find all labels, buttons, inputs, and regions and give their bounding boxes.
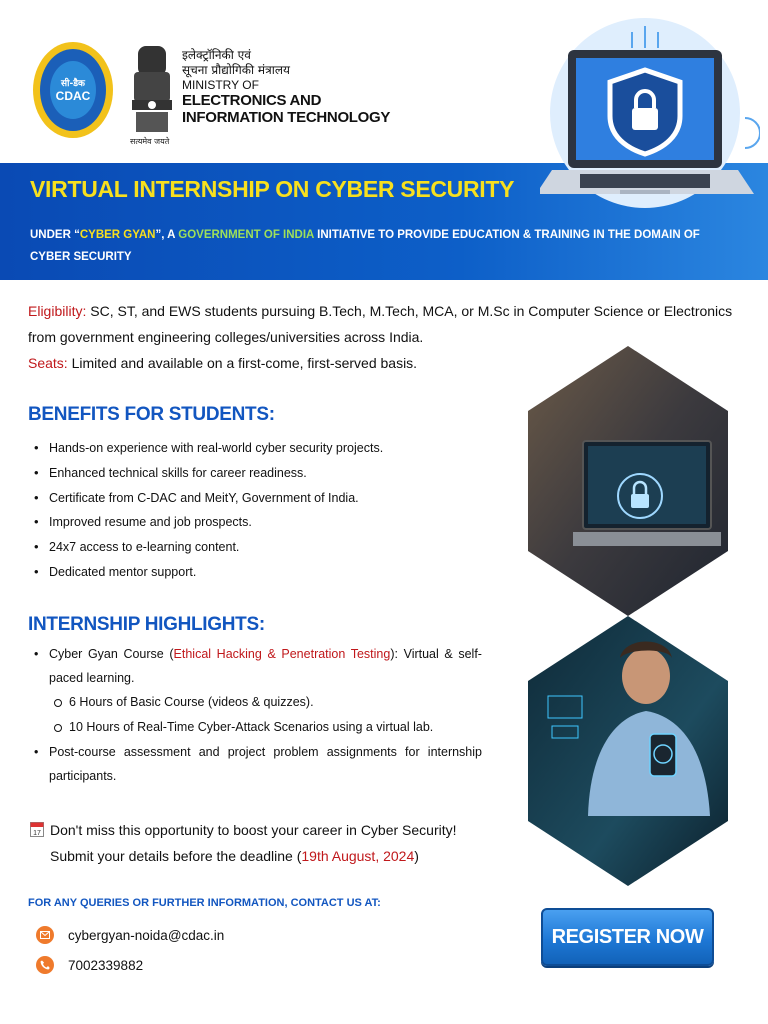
- eligibility-text: SC, ST, and EWS students pursuing B.Tech, M.Tech, MCA, or M.Sc in Computer Science or Electronics from government engineering colleges/universities across India.: [28, 303, 733, 345]
- cta-line2-prefix: Submit your details before the deadline (: [50, 848, 302, 864]
- highlights-heading: INTERNSHIP HIGHLIGHTS:: [28, 614, 265, 635]
- banner-subtitle: [30, 224, 742, 268]
- cta-line2: [30, 843, 490, 869]
- benefits-heading: BENEFITS FOR STUDENTS:: [28, 404, 275, 425]
- list-item: • Enhanced technical skills for career readiness.: [34, 461, 504, 486]
- ministry-en-line2: ELECTRONICS AND: [182, 92, 322, 109]
- svg-text:सी-डैक: सी-डैक: [61, 79, 85, 89]
- laptop-shield-illustration: [540, 18, 760, 223]
- call-to-action: [30, 817, 490, 869]
- cta-line2-suffix: ): [414, 848, 419, 864]
- list-item: • Hands-on experience with real-world cyber security projects.: [34, 436, 504, 461]
- list-item: • Post-course assessment and project problem assignments for internship participants.: [34, 740, 482, 788]
- cta-line1: Don't miss this opportunity to boost your career in Cyber Security!: [50, 822, 457, 838]
- seats-text: Limited and available on a first-come, first-served basis.: [67, 355, 418, 371]
- cdac-logo: [32, 40, 114, 140]
- sub-list-item: 10 Hours of Real-Time Cyber-Attack Scenarios using a virtual lab.: [49, 715, 482, 740]
- email-link[interactable]: cybergyan-noida@cdac.in: [68, 927, 225, 943]
- ministry-hindi-line1: इलेक्ट्रॉनिकी एवं: [182, 48, 251, 62]
- cyber-security-photo-collage: [528, 346, 728, 886]
- phone-icon: [36, 956, 54, 974]
- sub-mid: ”, A: [155, 229, 179, 241]
- phone-link[interactable]: 7002339882: [68, 957, 144, 973]
- course-name: Ethical Hacking & Penetration Testing: [173, 647, 391, 661]
- emblem-motto: सत्यमेव जयते: [130, 137, 170, 146]
- ministry-en-line1: MINISTRY OF: [182, 78, 259, 92]
- list-item: • Certificate from C-DAC and MeitY, Government of India.: [34, 486, 504, 511]
- contact-phone-row: [36, 956, 143, 974]
- eligibility-para: [28, 298, 738, 350]
- ministry-hindi-line2: सूचना प्रौद्योगिकी मंत्रालय: [182, 63, 290, 77]
- govt-india-text: GOVERNMENT OF INDIA: [178, 229, 314, 241]
- list-item: [34, 642, 482, 740]
- sub-list-item: 6 Hours of Basic Course (videos & quizzes).: [49, 690, 482, 715]
- sub-prefix: UNDER “: [30, 229, 80, 241]
- calendar-icon: [30, 821, 44, 837]
- sub-suffix: INITIATIVE TO PROVIDE EDUCATION & TRAINING IN THE DOMAIN OF CYBER SECURITY: [30, 229, 700, 263]
- contact-email-row: [36, 926, 224, 944]
- ministry-en-line3: INFORMATION TECHNOLOGY: [182, 109, 391, 126]
- register-now-button[interactable]: REGISTER NOW: [541, 908, 714, 966]
- cyber-gyan-text: CYBER GYAN: [79, 229, 156, 241]
- sub-list: [49, 690, 482, 740]
- email-icon: [36, 926, 54, 944]
- highlights-list: [34, 642, 482, 788]
- list-item: • Dedicated mentor support.: [34, 560, 504, 585]
- contact-heading: FOR ANY QUERIES OR FURTHER INFORMATION, CONTACT US AT:: [28, 897, 381, 909]
- national-emblem-icon: [128, 38, 176, 148]
- eligibility-label: Eligibility:: [28, 303, 87, 319]
- deadline-date: 19th August, 2024: [301, 848, 415, 864]
- course-suffix: ): Virtual & self-paced learning.: [49, 647, 482, 685]
- benefits-list: [34, 436, 504, 585]
- ministry-title: [182, 48, 412, 126]
- svg-text:CDAC: CDAC: [55, 89, 91, 103]
- seats-label: Seats:: [28, 355, 68, 371]
- list-item: • 24x7 access to e-learning content.: [34, 535, 504, 560]
- calendar-day: 17: [33, 830, 41, 837]
- course-prefix: Cyber Gyan Course (: [49, 647, 174, 661]
- page-title: VIRTUAL INTERNSHIP ON CYBER SECURITY: [30, 176, 515, 202]
- list-item: • Improved resume and job prospects.: [34, 510, 504, 535]
